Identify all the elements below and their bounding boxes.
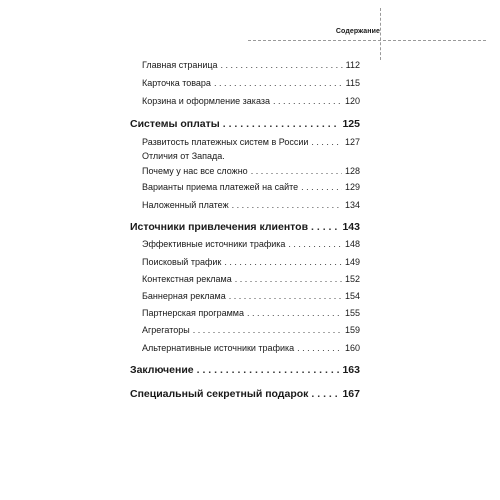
toc-leader-dots xyxy=(273,96,342,106)
running-header: Содержание xyxy=(335,28,380,35)
toc-chapter-client-sources[interactable] xyxy=(130,219,360,233)
toc-entry-page: 112 xyxy=(345,60,360,70)
toc-chapter-page: 143 xyxy=(342,221,360,233)
toc-entry-page: 129 xyxy=(344,182,360,192)
toc-leader-dots xyxy=(197,364,340,376)
toc-chapter-page: 125 xyxy=(342,118,360,130)
toc-entry-title: Альтернативные источники трафика xyxy=(142,343,295,353)
toc-entry-line2 xyxy=(142,164,360,176)
toc-entry-title: Контекстная реклама xyxy=(142,274,232,284)
toc-entry-page: 128 xyxy=(344,166,360,176)
toc-entry-page: 134 xyxy=(344,200,360,210)
toc-entry-search-traffic[interactable] xyxy=(142,255,360,267)
toc-leader-dots xyxy=(297,343,342,353)
toc-entry-page: 159 xyxy=(344,325,360,335)
toc-entry-title: Партнерская программа xyxy=(142,308,244,318)
toc-entry-page: 148 xyxy=(344,239,360,249)
toc-leader-dots xyxy=(223,118,340,130)
toc-leader-dots xyxy=(251,166,342,176)
toc-entry-alternative-traffic[interactable] xyxy=(142,341,360,353)
toc-entry-banner-ads[interactable] xyxy=(142,289,360,301)
toc-entry-page: 160 xyxy=(344,343,360,353)
toc-leader-dots xyxy=(235,274,342,284)
toc-entry-title: Баннерная реклама xyxy=(142,291,226,301)
toc-entry-cash-on-delivery[interactable] xyxy=(142,198,360,210)
toc-chapter-title: Специальный секретный подарок xyxy=(130,388,309,400)
toc-leader-dots xyxy=(214,78,343,88)
toc-leader-dots xyxy=(229,291,342,301)
toc-chapter-conclusion[interactable] xyxy=(130,362,360,376)
toc-entry-page: 154 xyxy=(344,291,360,301)
toc-entry-context-ads[interactable] xyxy=(142,272,360,284)
toc-entry-title: Главная страница xyxy=(142,60,218,70)
toc-entry-effective-traffic[interactable] xyxy=(142,237,360,249)
toc-entry-title: Наложенный платеж xyxy=(142,200,229,210)
toc-entry-title: Агрегаторы xyxy=(142,325,190,335)
toc-entry-page: 115 xyxy=(345,78,360,88)
toc-leader-dots xyxy=(311,137,342,147)
toc-chapter-page: 167 xyxy=(342,388,360,400)
crop-mark-horizontal xyxy=(248,40,486,41)
toc-entry-title: Варианты приема платежей на сайте xyxy=(142,182,299,192)
toc-entry-title: Корзина и оформление заказа xyxy=(142,96,270,106)
toc-entry-payment-development[interactable] xyxy=(142,135,360,147)
toc-leader-dots xyxy=(232,200,342,210)
toc-leader-dots xyxy=(247,308,342,318)
toc-entry-title: Карточка товара xyxy=(142,78,211,88)
toc-leader-dots xyxy=(193,325,342,335)
toc-chapter-title: Заключение xyxy=(130,364,194,376)
toc-entry-title: Поисковый трафик xyxy=(142,257,222,267)
toc-leader-dots xyxy=(288,239,342,249)
toc-entry-title-line2: Почему у нас все сложно xyxy=(142,166,248,176)
toc-entry-main-page[interactable] xyxy=(142,58,360,70)
toc-entry-page: 155 xyxy=(344,308,360,318)
toc-entry-cart-checkout[interactable] xyxy=(142,94,360,106)
toc-leader-dots xyxy=(221,60,343,70)
crop-mark-vertical xyxy=(380,8,381,60)
toc-leader-dots xyxy=(311,221,339,233)
toc-entry-title-line1: Отличия от Запада. xyxy=(142,151,225,161)
toc-entry-page: 152 xyxy=(344,274,360,284)
toc-chapter-title: Источники привлечения клиентов xyxy=(130,221,309,233)
toc-leader-dots xyxy=(224,257,342,267)
toc-entry-page: 149 xyxy=(344,257,360,267)
toc-leader-dots xyxy=(301,182,342,192)
toc-chapter-page: 163 xyxy=(342,364,360,376)
toc-entry-page: 127 xyxy=(344,137,360,147)
toc-entry-page: 120 xyxy=(344,96,360,106)
toc-entry-title: Развитость платежных систем в России xyxy=(142,137,309,147)
toc-entry-affiliate-program[interactable] xyxy=(142,306,360,318)
toc-chapter-payment-systems[interactable] xyxy=(130,116,360,130)
toc-leader-dots xyxy=(311,388,339,400)
toc-chapter-secret-gift[interactable] xyxy=(130,386,360,400)
toc-entry-payment-options[interactable] xyxy=(142,180,360,192)
toc-entry-title: Эффективные источники трафика xyxy=(142,239,286,249)
toc-entry-aggregators[interactable] xyxy=(142,323,360,335)
toc-entry-product-card[interactable] xyxy=(142,76,360,88)
toc-entry-west-differences[interactable] xyxy=(142,151,360,176)
toc-chapter-title: Системы оплаты xyxy=(130,118,220,130)
